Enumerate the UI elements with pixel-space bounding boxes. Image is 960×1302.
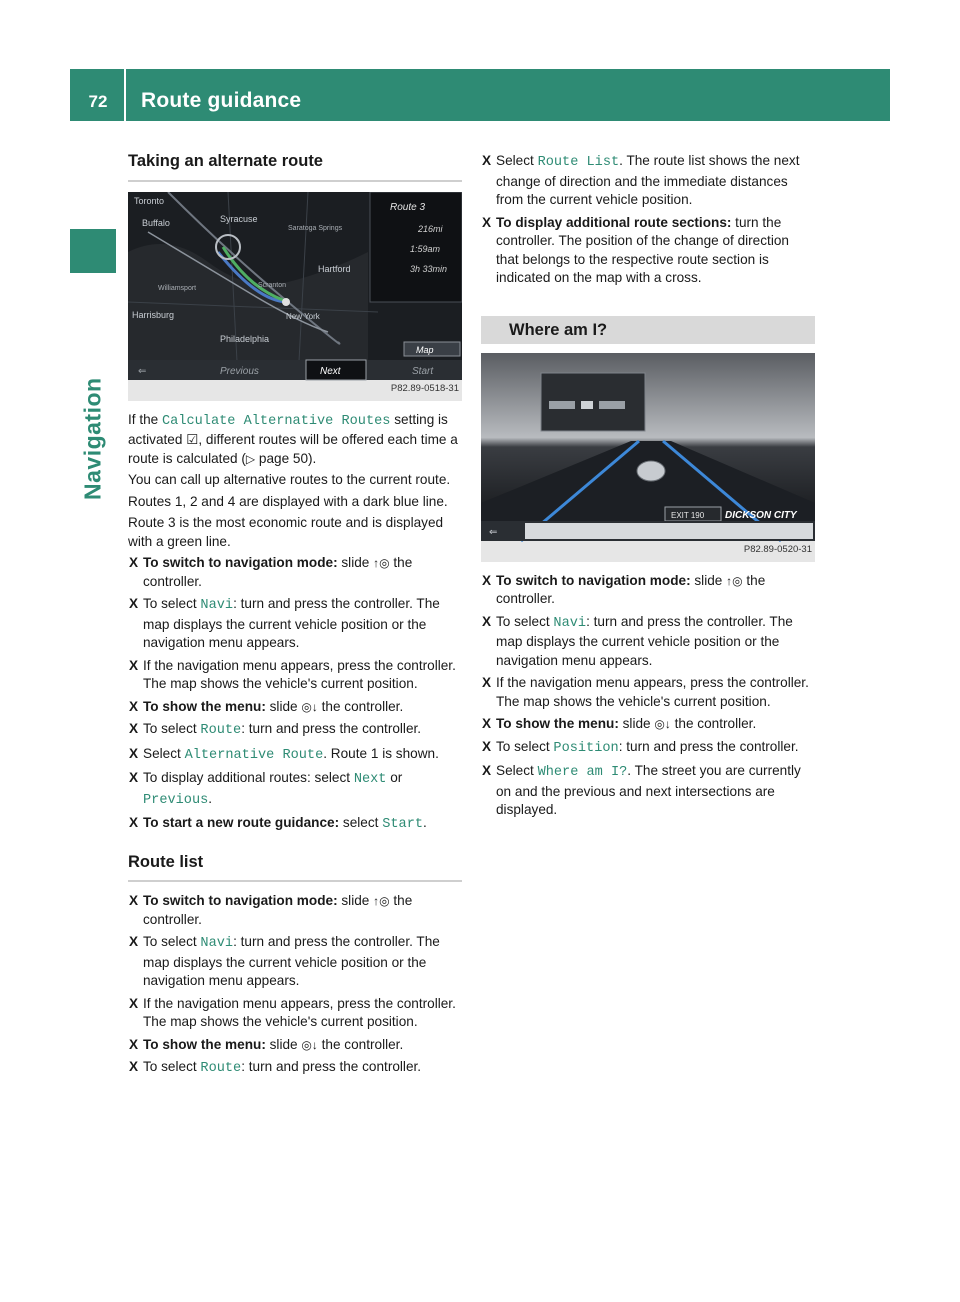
- page-number-box: [70, 69, 126, 121]
- right-column: [481, 152, 815, 824]
- bullet-icon: X: [482, 716, 492, 731]
- back-button[interactable]: ⇐: [489, 526, 498, 538]
- bullet-icon: X: [482, 214, 492, 230]
- controller-icon: ↑◎: [373, 556, 390, 570]
- inline-code: Previous: [143, 792, 209, 808]
- bullet-icon: X: [129, 1036, 139, 1052]
- map-label: Saratoga Springs: [288, 224, 343, 232]
- paragraph: You can call up alternative routes to the current route.: [128, 472, 451, 487]
- step: X To display additional routes: select Next or Previous.: [129, 770, 403, 808]
- inline-code: Navi: [200, 936, 234, 951]
- route-panel-duration: 3h 33min: [410, 263, 448, 274]
- step: X To select Navi: turn and press the controller. The map displays the current vehicle position or the navigation menu appears.: [129, 934, 440, 988]
- step: X If the navigation menu appears, press the controller. The map shows the vehicle's current position.: [482, 675, 809, 709]
- sidebar-label: Navigation: [79, 377, 106, 500]
- section-heading-where-am-i: Where am I?: [481, 316, 815, 344]
- next-button[interactable]: Next: [320, 365, 341, 377]
- section-heading-alternate-route: Taking an alternate route: [128, 152, 462, 182]
- inline-code: Route List: [537, 155, 620, 170]
- inline-code: Calculate Alternative Routes: [162, 413, 391, 429]
- bullet-icon: X: [129, 893, 139, 908]
- step: X Select Where am I?. The street you are currently on and the previous and next intersections are displayed.: [482, 763, 801, 817]
- route-panel-title: Route 3: [390, 201, 426, 213]
- step: X Select Route List. The route list shows the next change of direction and the immediate distances from the current vehicle position.: [482, 153, 800, 207]
- bullet-icon: X: [482, 153, 492, 168]
- step: X To select Navi: turn and press the controller. The map displays the current vehicle position or the navigation menu appears.: [129, 596, 440, 650]
- perspective-view-illustration: [481, 353, 815, 562]
- map-label: Hartford: [318, 263, 351, 274]
- figure-ref: P82.89-0518-31: [390, 383, 459, 394]
- map-label: Syracuse: [220, 213, 258, 224]
- step: X To select Route: turn and press the controller.: [129, 721, 422, 738]
- bullet-icon: X: [129, 596, 139, 611]
- map-button[interactable]: Map: [416, 344, 434, 355]
- step: X Select Alternative Route. Route 1 is shown.: [129, 745, 439, 763]
- step: X To show the menu: slide ◎↓ the controller.: [481, 715, 815, 734]
- bullet-icon: X: [482, 738, 492, 754]
- step: X To show the menu: slide ◎↓ the controller.: [128, 698, 462, 717]
- step: X To start a new route guidance: select Start.: [129, 815, 427, 832]
- start-button[interactable]: Start: [412, 365, 434, 377]
- step: X To select Route: turn and press the controller.: [129, 1059, 422, 1076]
- bullet-icon: X: [482, 572, 492, 588]
- bullet-icon: X: [129, 745, 139, 761]
- controller-icon: ◎↓: [301, 1037, 318, 1052]
- inline-code: Position: [553, 740, 619, 756]
- paragraph: Route 3 is the most economic route and is displayed with a green line.: [128, 515, 444, 549]
- left-column: [128, 152, 462, 1083]
- paragraph: If the Calculate Alternative Routes setting is activated ☑, different routes will be offered each time a route is calculated (▷ page 50).: [128, 411, 458, 466]
- step: X To switch to navigation mode: slide ↑◎ the controller.: [482, 572, 766, 606]
- step: X To select Navi: turn and press the controller. The map displays the current vehicle position or the navigation menu appears.: [482, 613, 793, 668]
- page-title: Route guidance: [141, 89, 302, 112]
- bullet-icon: X: [482, 675, 492, 690]
- figure-alternate-routes-map: [128, 192, 462, 401]
- step: X To show the menu: slide ◎↓ the controller.: [128, 1036, 462, 1055]
- page-number: 72: [88, 92, 108, 111]
- map-label: New York: [286, 311, 320, 321]
- figure-where-am-i: [481, 353, 815, 562]
- inline-code: Navi: [200, 598, 234, 613]
- bullet-icon: X: [129, 934, 139, 949]
- controller-icon: ↑◎: [726, 573, 743, 588]
- bullet-icon: X: [129, 995, 139, 1011]
- bullet-icon: X: [129, 721, 139, 736]
- inline-code: Navi: [553, 615, 587, 631]
- sidebar-label-wrap: [70, 290, 116, 500]
- section-heading-route-list: Route list: [128, 853, 462, 883]
- previous-button[interactable]: Previous: [220, 365, 259, 377]
- figure-ref: P82.89-0520-31: [743, 544, 812, 555]
- step: X To display additional route sections: turn the controller. The position of the change of direction that belongs to the respective route section is indicated on the map with a cross.: [482, 214, 789, 285]
- back-button[interactable]: ⇐: [138, 365, 147, 377]
- city-label: DICKSON CITY: [725, 509, 797, 521]
- inline-code: Where am I?: [537, 765, 628, 780]
- inline-code: Route: [200, 1061, 242, 1076]
- step: X To switch to navigation mode: slide ↑◎ the controller.: [129, 893, 413, 927]
- inline-code: Next: [353, 772, 387, 787]
- bullet-icon: X: [482, 613, 492, 629]
- route-panel-eta: 1:59am: [410, 243, 441, 254]
- map-label: Williamsport: [158, 284, 197, 292]
- step: X To select Position: turn and press the controller.: [482, 738, 799, 756]
- bullet-icon: X: [129, 770, 139, 785]
- step: X If the navigation menu appears, press the controller. The map shows the vehicle's current position.: [129, 995, 456, 1029]
- exit-sign: EXIT 190: [671, 510, 705, 520]
- map-label: Scranton: [258, 281, 287, 289]
- inline-code: Start: [382, 817, 424, 832]
- sidebar-tab-block: [70, 229, 116, 273]
- map-label: Harrisburg: [132, 309, 175, 320]
- bullet-icon: X: [129, 555, 139, 570]
- bullet-icon: X: [129, 698, 139, 714]
- bullet-icon: X: [129, 815, 139, 830]
- map-screen-illustration: [128, 192, 462, 401]
- checkbox-icon: ☑: [186, 432, 199, 447]
- controller-icon: ◎↓: [654, 717, 671, 731]
- inline-code: Alternative Route: [184, 747, 324, 763]
- page-ref-icon: ▷: [245, 451, 256, 466]
- step: X To switch to navigation mode: slide ↑◎ the controller.: [129, 555, 413, 589]
- map-label: Buffalo: [142, 217, 170, 228]
- route-panel-distance: 216mi: [418, 223, 443, 234]
- bullet-icon: X: [129, 1059, 139, 1074]
- inline-code: Route: [200, 723, 242, 738]
- paragraph: Routes 1, 2 and 4 are displayed with a dark blue line.: [128, 493, 448, 509]
- step: X If the navigation menu appears, press the controller. The map shows the vehicle's current position.: [129, 657, 456, 691]
- map-label: Philadelphia: [220, 333, 270, 344]
- controller-icon: ↑◎: [373, 894, 390, 908]
- bullet-icon: X: [482, 763, 492, 778]
- map-label: Toronto: [134, 195, 165, 206]
- bullet-icon: X: [129, 657, 139, 673]
- controller-icon: ◎↓: [301, 699, 318, 714]
